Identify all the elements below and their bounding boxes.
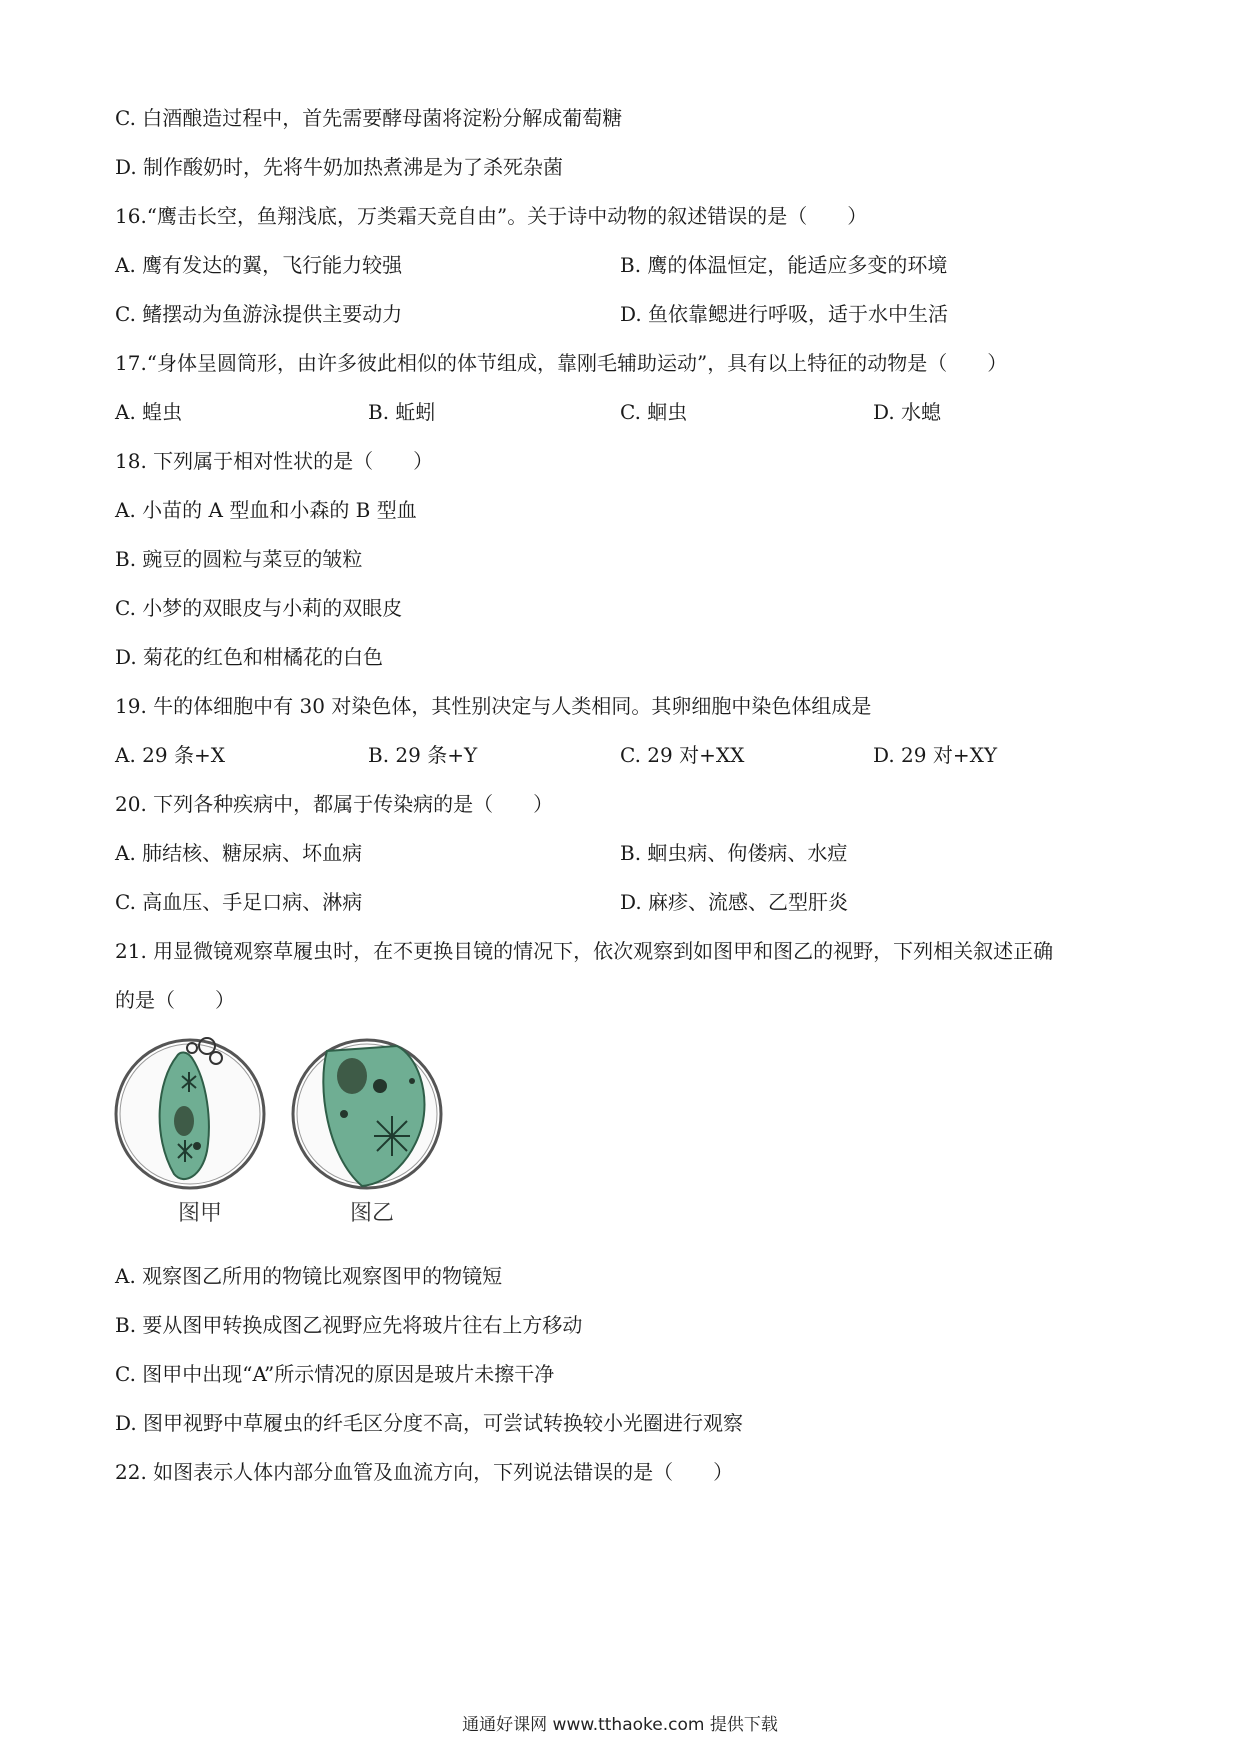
- q21-option-d: D. 图甲视野中草履虫的纤毛区分度不高，可尝试转换较小光圈进行观察: [115, 1411, 744, 1435]
- q15-option-c: C. 白酒酿造过程中，首先需要酵母菌将淀粉分解成葡萄糖: [115, 106, 623, 130]
- view-b-circle: [293, 1040, 441, 1188]
- footer-source: 通通好课网 www.tthaoke.com 提供下载: [462, 1715, 778, 1735]
- q21-stem-line1: 21. 用显微镜观察草履虫时，在不更换目镜的情况下，依次观察到如图甲和图乙的视野，下列相关叙述正确: [115, 939, 1054, 963]
- q17-stem: 17.“身体呈圆筒形，由许多彼此相似的体节组成，靠刚毛辅助运动”，具有以上特征的动物是（ ）: [115, 351, 1008, 375]
- q16-option-d: D. 鱼依靠鳃进行呼吸，适于水中生活: [620, 302, 949, 326]
- q16-stem: 16.“鹰击长空，鱼翔浅底，万类霜天竞自由”。关于诗中动物的叙述错误的是（ ）: [115, 204, 868, 228]
- q19-stem: 19. 牛的体细胞中有 30 对染色体，其性别决定与人类相同。其卵细胞中染色体组成是: [115, 694, 872, 718]
- q17-option-c: C. 蛔虫: [620, 400, 688, 424]
- q15-option-d: D. 制作酸奶时，先将牛奶加热煮沸是为了杀死杂菌: [115, 155, 564, 179]
- q21-stem-line2: 的是（ ）: [115, 988, 235, 1012]
- microscope-figure: [112, 1036, 452, 1240]
- q18-option-a: A. 小苗的 A 型血和小森的 B 型血: [115, 498, 417, 522]
- microscope-views-image: [112, 1036, 452, 1196]
- q18-stem: 18. 下列属于相对性状的是（ ）: [115, 449, 434, 473]
- q21-option-c: C. 图甲中出现“A”所示情况的原因是玻片未擦干净: [115, 1362, 555, 1386]
- q16-option-c: C. 鳍摆动为鱼游泳提供主要动力: [115, 302, 403, 326]
- q17-option-a: A. 蝗虫: [115, 400, 183, 424]
- q20-option-d: D. 麻疹、流感、乙型肝炎: [620, 890, 849, 914]
- q20-option-a: A. 肺结核、糖尿病、坏血病: [115, 841, 363, 865]
- q18-option-c: C. 小梦的双眼皮与小莉的双眼皮: [115, 596, 403, 620]
- q18-option-d: D. 菊花的红色和柑橘花的白色: [115, 645, 384, 669]
- q17-option-d: D. 水螅: [873, 400, 942, 424]
- q20-stem: 20. 下列各种疾病中，都属于传染病的是（ ）: [115, 792, 554, 816]
- q19-option-d: D. 29 对+XY: [873, 743, 998, 767]
- q18-option-b: B. 豌豆的圆粒与菜豆的皱粒: [115, 547, 363, 571]
- q16-option-a: A. 鹰有发达的翼，飞行能力较强: [115, 253, 403, 277]
- q20-option-b: B. 蛔虫病、佝偻病、水痘: [620, 841, 848, 865]
- view-a-circle: [116, 1038, 264, 1188]
- q16-option-b: B. 鹰的体温恒定，能适应多变的环境: [620, 253, 948, 277]
- figure-caption-a: 图甲: [178, 1201, 223, 1226]
- q21-option-a: A. 观察图乙所用的物镜比观察图甲的物镜短: [115, 1264, 503, 1288]
- q19-option-b: B. 29 条+Y: [368, 743, 478, 767]
- q19-option-c: C. 29 对+XX: [620, 743, 745, 767]
- q19-option-a: A. 29 条+X: [115, 743, 225, 767]
- q17-option-b: B. 蚯蚓: [368, 400, 436, 424]
- q21-option-b: B. 要从图甲转换成图乙视野应先将玻片往右上方移动: [115, 1313, 583, 1337]
- figure-caption-b: 图乙: [350, 1201, 395, 1226]
- q20-option-c: C. 高血压、手足口病、淋病: [115, 890, 363, 914]
- q22-stem: 22. 如图表示人体内部分血管及血流方向，下列说法错误的是（ ）: [115, 1460, 734, 1484]
